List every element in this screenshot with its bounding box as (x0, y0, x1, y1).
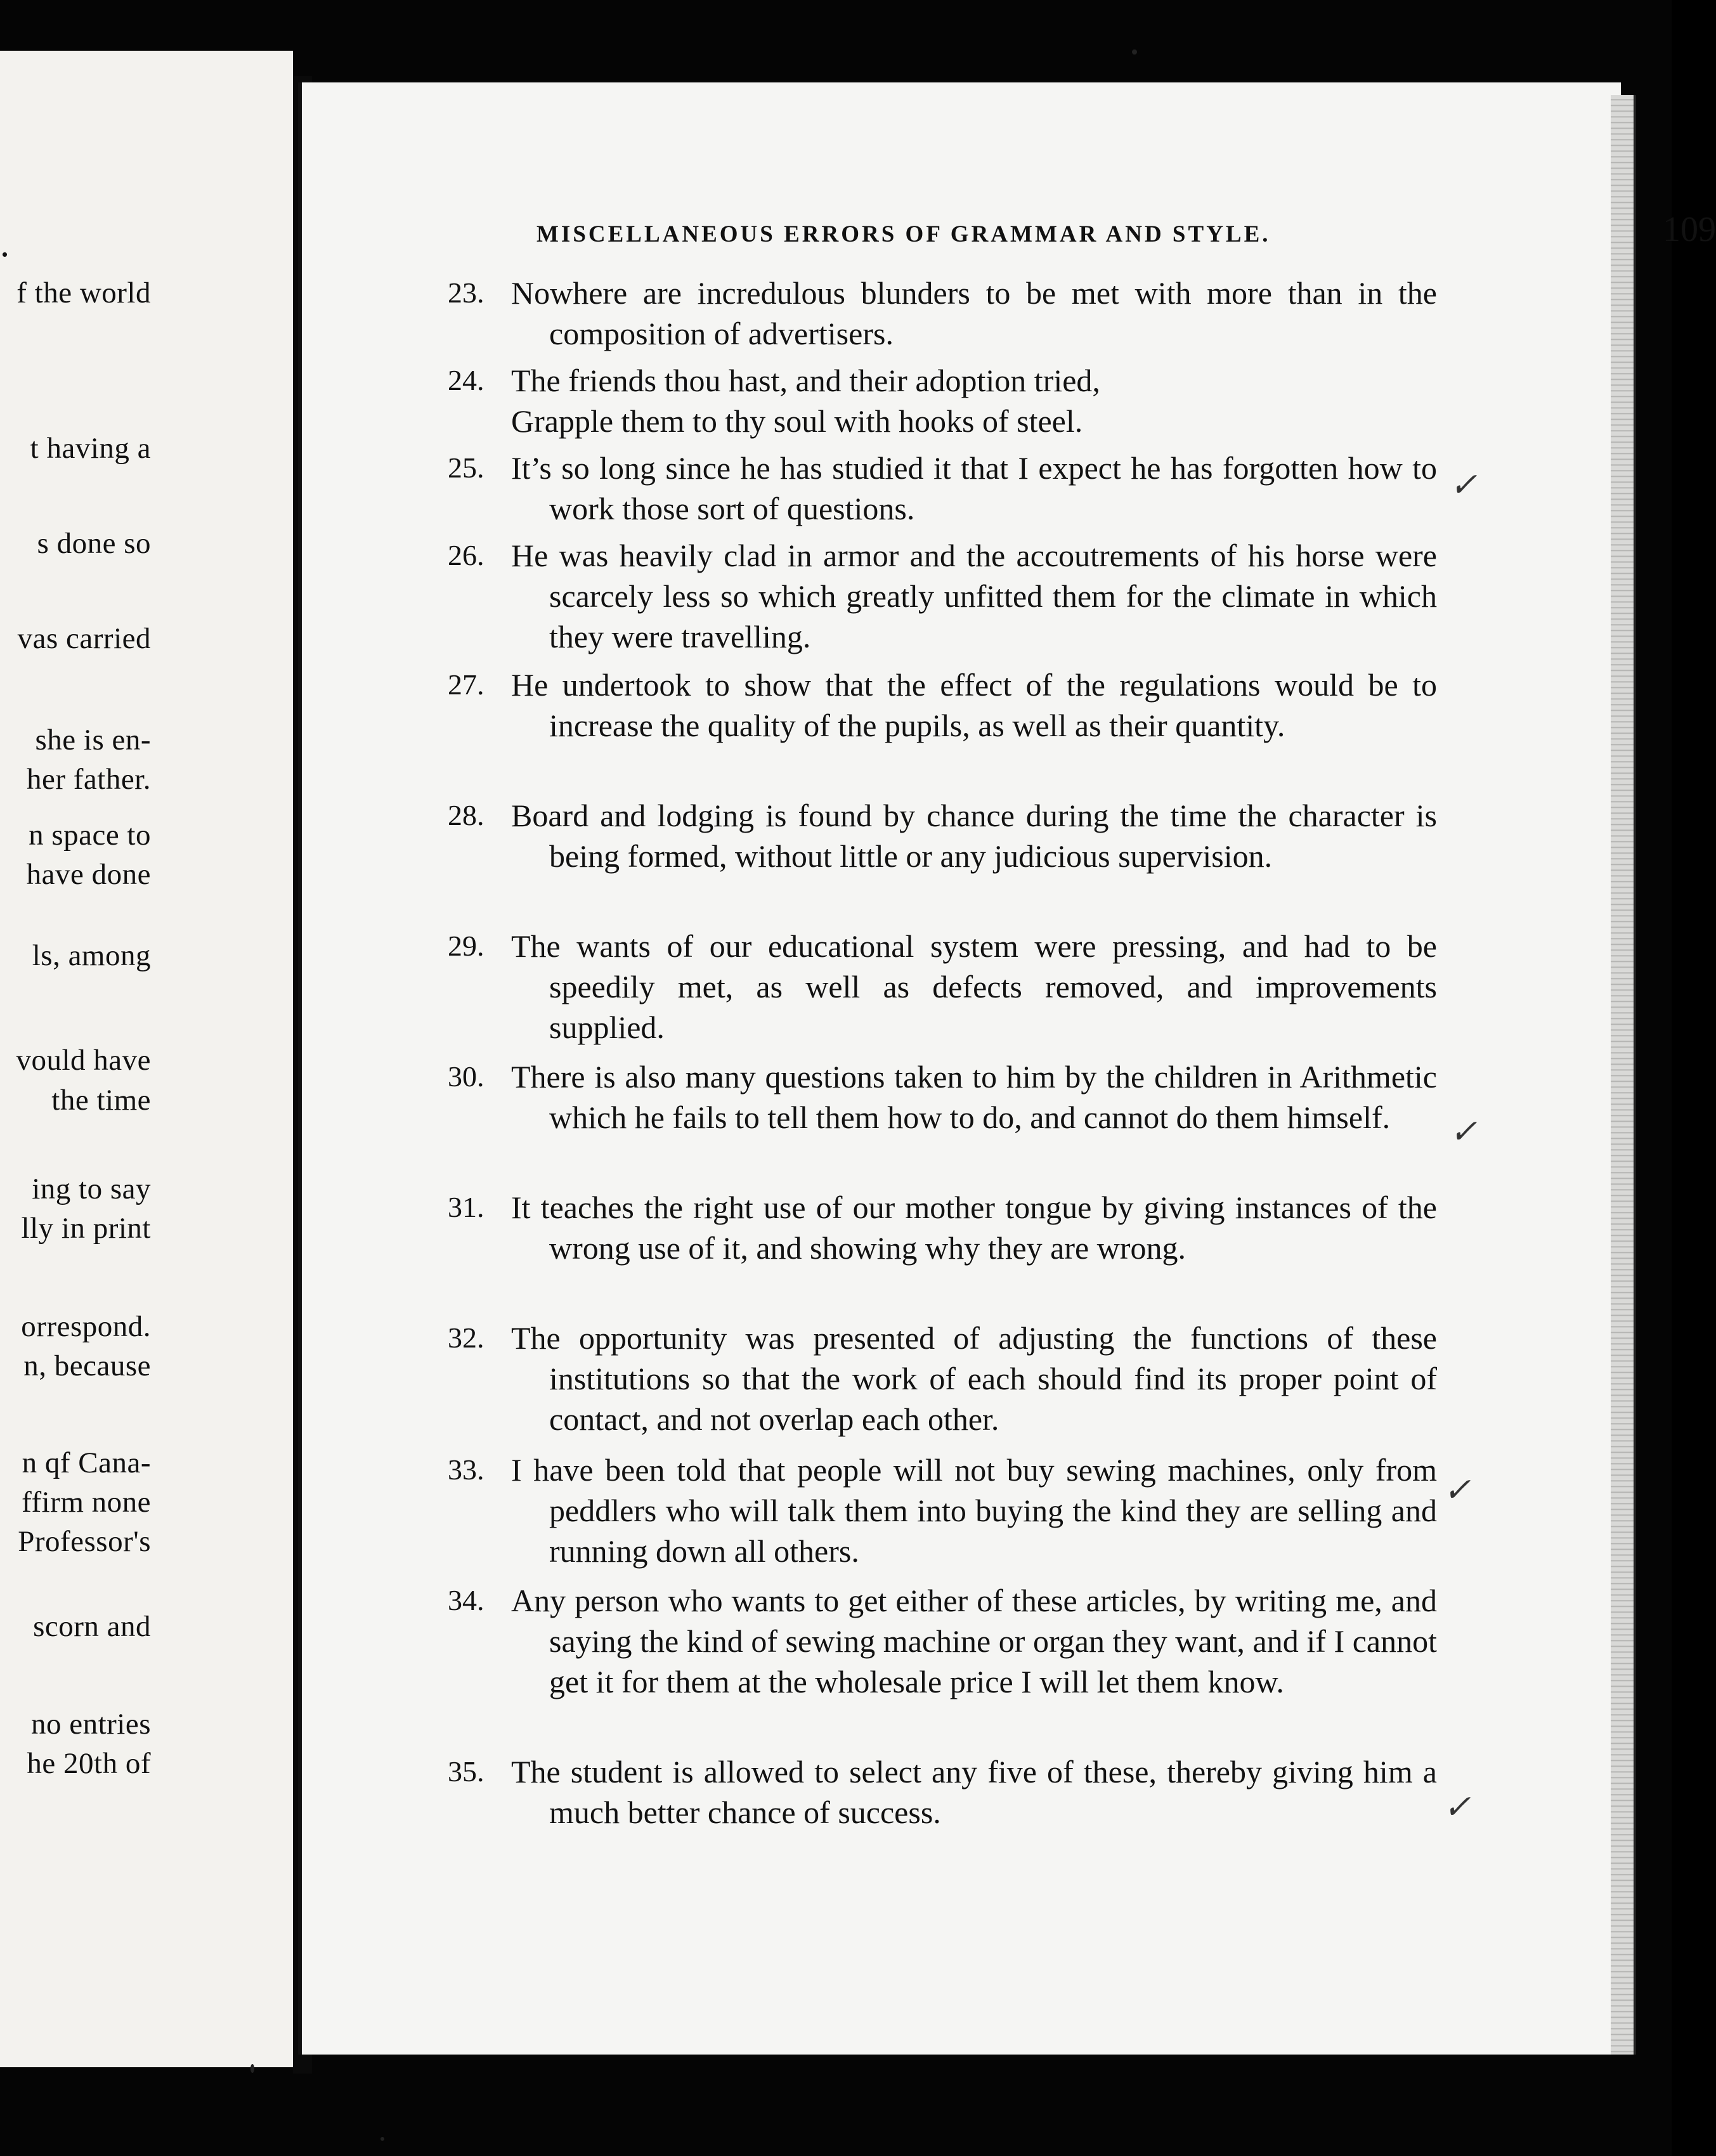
exercise-item (448, 1318, 1437, 1439)
exercise-text: Any person who wants to get either of these articles, by writing me, and saying the kind of sewing machine or organ they want, and if I cannot get it for them at the wholesale price I will let them know. (511, 1583, 1437, 1699)
exercise-text: I have been told that people will not buy sewing machines, only from peddlers who will talk them into buying the kind they are selling and running down all others. (511, 1452, 1437, 1569)
left-page-line: have done (26, 858, 151, 891)
left-page-line: ls, among (32, 939, 151, 972)
left-page-line: she is en- (35, 724, 151, 757)
scan-speck (380, 2137, 384, 2141)
left-page-line: orrespond. (21, 1310, 151, 1343)
left-page-mark: . (0, 223, 10, 264)
exercise-number: 29. (448, 930, 484, 962)
exercise-number: 32. (448, 1322, 484, 1354)
left-page-line: vas carried (17, 622, 151, 655)
exercise-number: 30. (448, 1060, 484, 1093)
exercise-text: The friends thou hast, and their adoption tried, Grapple them to thy soul with hooks of steel. (511, 363, 1100, 439)
exercise-item (448, 926, 1437, 1048)
checkmark-icon: ✓ (1450, 467, 1478, 503)
exercise-number: 34. (448, 1584, 484, 1616)
exercise-item (448, 1580, 1437, 1702)
left-page-line: he 20th of (27, 1747, 151, 1780)
page-number: 109 (1663, 210, 1716, 249)
exercise-text: He was heavily clad in armor and the accoutrements of his horse were scarcely less so which greatly unfitted them for the climate in which they were travelling. (511, 538, 1437, 654)
exercise-number: 33. (448, 1453, 484, 1486)
exercise-number: 31. (448, 1191, 484, 1223)
exercise-item (448, 1450, 1437, 1571)
left-page-line: ffirm none (22, 1486, 151, 1519)
exercise-item (448, 1751, 1437, 1833)
left-page-line: the time (51, 1084, 151, 1117)
exercise-text: Nowhere are incredulous blunders to be met with more than in the composition of advertisers. (511, 275, 1437, 351)
left-page-line: t having a (30, 432, 151, 465)
right-page (298, 82, 1716, 2055)
left-page-line: n, because (23, 1349, 151, 1382)
exercise-number: 26. (448, 539, 484, 571)
checkmark-icon: ✓ (1450, 1114, 1478, 1150)
exercise-item (448, 795, 1437, 876)
scan-speck (250, 2064, 254, 2073)
exercise-number: 23. (448, 276, 484, 309)
left-page-line: n qf Cana- (22, 1446, 151, 1479)
exercise-item (448, 535, 1437, 657)
exercise-item (448, 273, 1437, 354)
exercise-number: 27. (448, 668, 484, 701)
exercise-item (448, 1187, 1437, 1268)
left-page-line: ing to say (32, 1172, 151, 1205)
left-page-line: f the world (16, 276, 151, 309)
exercise-text: The wants of our educational system were pressing, and had to be speedily met, as well as defects removed, and improvements supplied. (511, 928, 1437, 1045)
scan-speck (1132, 49, 1137, 55)
exercise-item (448, 665, 1437, 746)
running-title: MISCELLANEOUS ERRORS OF GRAMMAR AND STYLE. (536, 221, 1271, 247)
exercise-item (448, 1056, 1437, 1138)
page-block-edge (1611, 95, 1636, 2055)
left-page-line: no entries (30, 1708, 151, 1741)
exercise-text: It teaches the right use of our mother tongue by giving instances of the wrong use of it, and showing why they are wrong. (511, 1190, 1437, 1266)
exercise-text: It’s so long since he has studied it that I expect he has forgotten how to work those sort of questions. (511, 450, 1437, 526)
left-page-line: lly in print (21, 1212, 151, 1245)
exercise-text: The student is allowed to select any five of these, thereby giving him a much better chance of success. (511, 1754, 1437, 1830)
checkmark-icon: ✓ (1443, 1472, 1471, 1509)
exercise-text: Board and lodging is found by chance during the time the character is being formed, without little or any judicious supervision. (511, 798, 1437, 874)
exercise-number: 24. (448, 364, 484, 396)
page-header (536, 209, 1716, 260)
left-page-line: her father. (26, 763, 151, 796)
exercise-text: He undertook to show that the effect of the regulations would be to increase the quality of the pupils, as well as their quantity. (511, 667, 1437, 743)
exercise-number: 35. (448, 1755, 484, 1788)
exercise-item (448, 448, 1437, 529)
left-page-line: scorn and (33, 1610, 151, 1643)
left-page-line: s done so (37, 527, 151, 560)
left-facing-page (0, 51, 293, 2067)
exercise-number: 25. (448, 451, 484, 484)
checkmark-icon: ✓ (1443, 1789, 1471, 1826)
left-page-line: Professor's (18, 1525, 151, 1558)
exercise-item (448, 360, 1437, 441)
left-page-line: vould have (16, 1044, 151, 1077)
exercise-number: 28. (448, 799, 484, 831)
exercise-text: The opportunity was presented of adjusting the functions of these institutions so that the work of each should find its proper point of contact, and not overlap each other. (511, 1320, 1437, 1437)
exercise-text: There is also many questions taken to him by the children in Arithmetic which he fails to tell them how to do, and cannot do them himself. (511, 1059, 1437, 1135)
left-page-line: n space to (29, 819, 151, 852)
